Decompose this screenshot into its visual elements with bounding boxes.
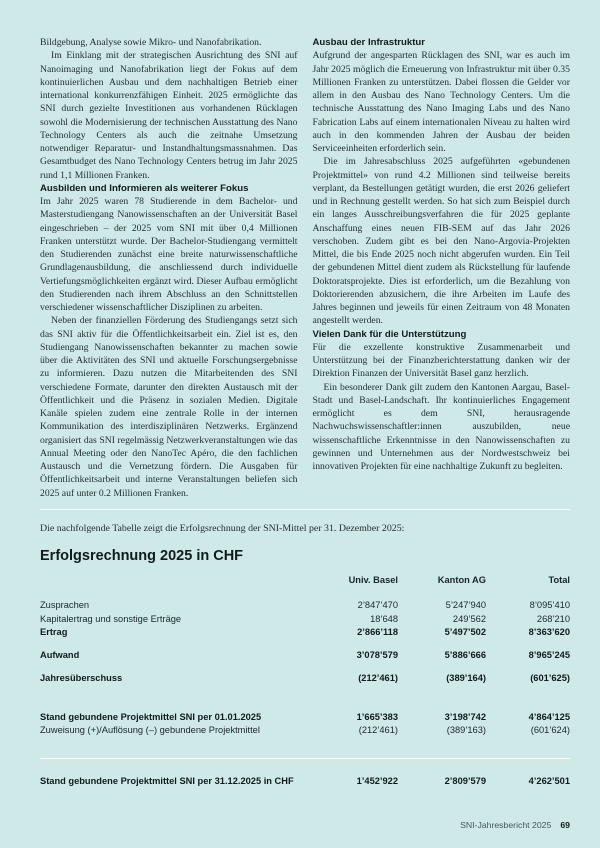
table-title: Erfolgsrechnung 2025 in CHF — [40, 547, 244, 564]
header-kanton-ag: Kanton AG — [437, 574, 486, 585]
table-header-row — [40, 574, 570, 588]
header-total: Total — [548, 574, 570, 585]
table-row-stand-31-12-2025: Stand gebundene Projektmittel SNI per 31.12.2025 in CHF 1’452’922 2’809’579 4’262’501 — [40, 758, 570, 789]
two-column-text — [40, 36, 570, 500]
right-para-2: Die im Jahresabschluss 2025 aufgeführten «gebundenen Projektmittel» von rund 4.2 Millionen sind teilweise bereits verplant, da Bestellungen getätigt wurden, die erst 2026 geliefert und in Rechnung gestellt werden. So hat sich zum Beispiel durch ein langes Ausschreibungsverfahren die für 2025 geplante Anschaffung eines neuen FIB-SEM auf das Jahr 2026 verschoben. Zudem gibt es bei den Nano-Argovia-Projekten Mittel, die bis Ende 2025 noch nicht abgerufen wurden. Ein Teil der gebundenen Mittel dient zudem als Rückstellung für laufende Doktoratsprojekte. Dies ist erforderlich, um die Bezahlung von Doktorierenden abzusichern, die ihre Arbeiten im Laufe des Jahres beginnen und jeweils für einen Zeitraum von 48 Monaten angestellt werden. — [312, 156, 570, 327]
table-row-ertrag: Ertrag 2’866’118 5’497’502 8’363’620 — [40, 627, 570, 638]
page-footer — [460, 820, 570, 830]
left-para-2: Im Einklang mit der strategischen Ausrichtung des SNI auf Nanoimaging und Nanofabrikation liegt der Fokus auf dem kontinuierlichen Ausbau und dem nachhaltigen Betrieb einer international konkurrenzfähigen Einheit. 2025 ermöglichte das SNI durch gezielte Investitionen aus vorhandenen Rücklagen sowohl die Modernisierung der technischen Ausstattung des Nano Technology Centers als auch die zeitnahe Umsetzung notwendiger Reparatur- und Instandhaltungsmassnahmen. Das Gesamtbudget des Nano Technology Centers betrug im Jahr 2025 rund 1,1 Millionen Franken. — [40, 50, 298, 181]
right-heading-dank: Vielen Dank für die Unterstützung — [312, 328, 467, 340]
left-para-4: Neben der finanziellen Förderung des Studiengangs setzt sich das SNI aktiv für die Öffentlichkeitsarbeit ein. Ziel ist es, den Studiengang Nanowissenschaften bekannter zu machen sowie über die Aktivitäten des SNI und aktuelle Forschungsergebnisse zu informieren. Dazu nutzen die Mitarbeitenden des SNI verschiedene Formate, darunter den direkten Austausch mit der Öffentlichkeit und die Präsenz in sozialen Medien. Digitale Kanäle spielen zudem eine zentrale Rolle in der internen Kommunikation des interdisziplinären Netzwerks. Ergänzend organisiert das SNI regelmässig Netzwerkveranstaltungen wie das Annual Meeting oder den NanoTec Apéro, die den fachlichen Austausch und die Vernetzung fördern. Die Ausgaben für Öffentlichkeitsarbeit und interne Veranstaltungen beliefen sich 2025 auf unter 0.2 Millionen Franken. — [40, 315, 298, 499]
table-row-kapitalertrag: Kapitalertrag und sonstige Erträge 18’648 249’562 268’210 — [40, 613, 570, 624]
table-row-zuweisung-aufloesung: Zuweisung (+)/Auflösung (–) gebundene Projektmittel (212’461) (389’163) (601’624) — [40, 725, 570, 736]
left-heading-ausbilden: Ausbilden und Informieren als weiterer Fokus — [40, 182, 249, 194]
right-para-4: Ein besonderer Dank gilt zudem den Kantonen Aargau, Basel-Stadt und Basel-Landschaft. Ihr kontinuierliches Engagement ermöglicht es dem SNI, herausragende Nachwuchswissenschaftler:innen auszubilden, neue wissenschaftliche Erkenntnisse in den Nanowissenschaften zu gewinnen und Unternehmen aus der Nordwestschweiz bei innovativen Projekten für eine nachhaltige Zukunft zu begleiten. — [312, 381, 570, 472]
left-para-3: Im Jahr 2025 waren 78 Studierende in dem Bachelor- und Masterstudiengang Nanowissenschaften an der Universität Basel eingeschrieben – der 2025 vom SNI mit über 0,4 Millionen Franken unterstützt wurde. Der Bachelor-Studiengang vermittelt den Studierenden zunächst eine breite naturwissenschaftliche Grundlagenausbildung, die anschliessend durch individuelle Vertiefungsmöglichkeiten ergänzt wird. Dieser Aufbau ermöglicht den Studierenden nach ihrem Abschluss an den Schnittstellen verschiedener wissenschaftlicher Disziplinen zu arbeiten. — [40, 196, 298, 313]
right-heading-infrastruktur: Ausbau der Infrastruktur — [312, 37, 425, 48]
report-name: SNI-Jahresbericht 2025 — [460, 820, 552, 830]
table-row-zusprachen: Zusprachen 2’847’470 5’247’940 8’095’410 — [40, 600, 570, 611]
right-para-3: Für die exzellente konstruktive Zusammenarbeit und Unterstützung bei der Finanzberichterstattung danken wir der Direktion Finanzen der Universität Basel ganz herzlich. — [312, 341, 570, 380]
left-column — [40, 36, 298, 500]
header-univ-basel: Univ. Basel — [348, 574, 398, 585]
right-para-1: Aufgrund der angesparten Rücklagen des SNI, war es auch im Jahr 2025 möglich die Erneuerung von Infrastruktur mit über 0.35 Millionen Franken zu unterstützen. Dabei flossen die Gelder vor allem in den Ausbau des Nano Technology Centers. Um die technische Ausstattung des Nano Imaging Labs und des Nano Fabrication Labs auf einem internationalen Niveau zu halten wird auch in den kommenden Jahren der Ausbau der beiden Serviceeinheiten erforderlich sein. — [312, 50, 570, 154]
table-row-stand-01-01-2025: Stand gebundene Projektmittel SNI per 01.01.2025 1’665’383 3’198’742 4’864’125 — [40, 711, 570, 722]
table-row-aufwand: Aufwand 3’078’579 5’886’666 8’965’245 — [40, 650, 570, 661]
right-column — [313, 36, 571, 500]
erfolgsrechnung-table — [40, 548, 570, 789]
section-divider-rule — [40, 509, 570, 510]
table-intro-text: Die nachfolgende Tabelle zeigt die Erfolgsrechnung der SNI-Mittel per 31. Dezember 2025: — [40, 522, 405, 534]
table-row-jahresueberschuss: Jahresüberschuss (212’461) (389’164) (601’625) — [40, 673, 570, 684]
page-number: 69 — [560, 820, 570, 830]
left-para-1: Bildgebung, Analyse sowie Mikro- und Nanofabrikation. — [40, 37, 262, 48]
header-empty-cell — [40, 574, 302, 588]
